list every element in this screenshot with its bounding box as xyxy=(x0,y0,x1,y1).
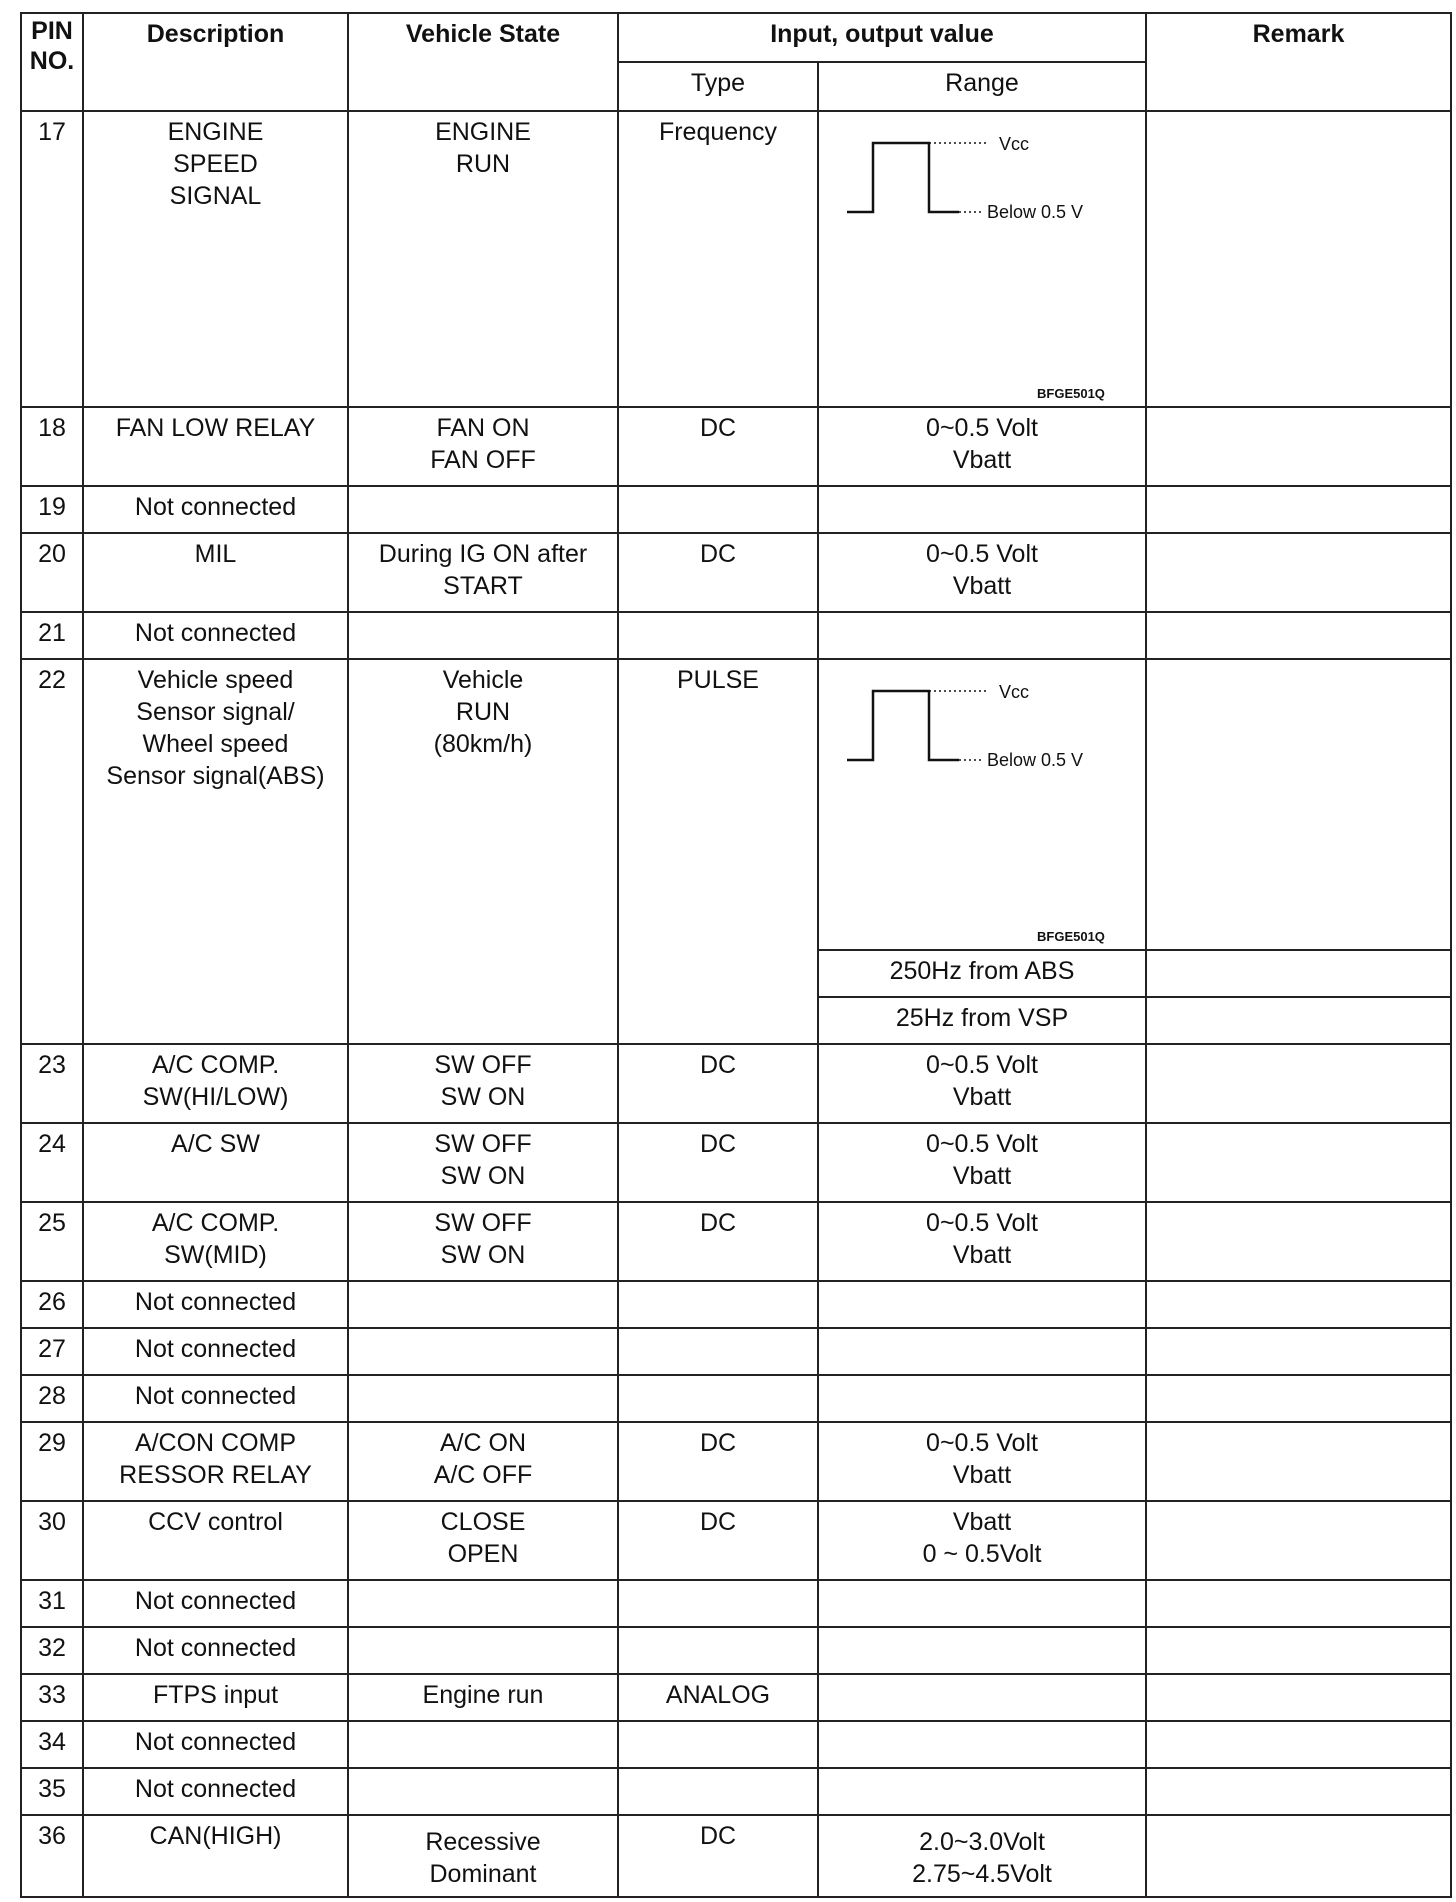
remark xyxy=(1146,111,1451,407)
vehicle-state: Engine run xyxy=(348,1674,618,1721)
pin-number: 18 xyxy=(21,407,83,486)
figure-code: BFGE501Q xyxy=(1037,929,1105,944)
signal-type xyxy=(618,612,818,659)
pin-number: 29 xyxy=(21,1422,83,1501)
vehicle-state xyxy=(348,1328,618,1375)
remark xyxy=(1146,1281,1451,1328)
pulse-waveform-cell xyxy=(818,659,1146,950)
signal-type: DC xyxy=(618,1202,818,1281)
signal-type: ANALOG xyxy=(618,1674,818,1721)
header-row xyxy=(21,13,1451,62)
pin-number: 19 xyxy=(21,486,83,533)
vcc-label: Vcc xyxy=(999,682,1030,702)
header-remark: Remark xyxy=(1146,13,1451,111)
signal-type xyxy=(618,1580,818,1627)
value-range xyxy=(818,1674,1146,1721)
vehicle-state: A/C ON A/C OFF xyxy=(348,1422,618,1501)
pin-description: Vehicle speed Sensor signal/ Wheel speed Sensor signal(ABS) xyxy=(83,659,348,1044)
vehicle-state xyxy=(348,1580,618,1627)
pin-number: 36 xyxy=(21,1815,83,1897)
signal-type xyxy=(618,1328,818,1375)
vehicle-state: SW OFF SW ON xyxy=(348,1202,618,1281)
pin-number: 17 xyxy=(21,111,83,407)
value-range xyxy=(818,1328,1146,1375)
vehicle-state xyxy=(348,1721,618,1768)
signal-type: DC xyxy=(618,1501,818,1580)
signal-type xyxy=(618,1627,818,1674)
vehicle-state xyxy=(348,1375,618,1422)
value-range-abs: 250Hz from ABS xyxy=(818,950,1146,997)
pin-description: A/C SW xyxy=(83,1123,348,1202)
table-row xyxy=(21,1768,1451,1815)
remark xyxy=(1146,486,1451,533)
value-range: 0~0.5 Volt Vbatt xyxy=(818,533,1146,612)
pin-number: 27 xyxy=(21,1328,83,1375)
pin-number: 20 xyxy=(21,533,83,612)
table-row xyxy=(21,1815,1451,1897)
remark xyxy=(1146,1721,1451,1768)
value-range: 0~0.5 Volt Vbatt xyxy=(818,1123,1146,1202)
remark xyxy=(1146,1674,1451,1721)
value-range: 0~0.5 Volt Vbatt xyxy=(818,1044,1146,1123)
signal-type: DC xyxy=(618,1123,818,1202)
pin-table-sheet xyxy=(20,12,1450,1898)
value-range xyxy=(818,1768,1146,1815)
vehicle-state: FAN ON FAN OFF xyxy=(348,407,618,486)
vehicle-state: CLOSE OPEN xyxy=(348,1501,618,1580)
table-row xyxy=(21,1375,1451,1422)
signal-type xyxy=(618,1721,818,1768)
value-range-vsp: 25Hz from VSP xyxy=(818,997,1146,1044)
vehicle-state: SW OFF SW ON xyxy=(348,1123,618,1202)
pulse-waveform-diagram xyxy=(819,112,1145,406)
vehicle-state xyxy=(348,1768,618,1815)
pin-description: Not connected xyxy=(83,486,348,533)
value-range xyxy=(818,486,1146,533)
vehicle-state: Vehicle RUN (80km/h) xyxy=(348,659,618,1044)
vehicle-state xyxy=(348,1627,618,1674)
pin-description: Not connected xyxy=(83,1580,348,1627)
header-pin-no: PIN NO. xyxy=(21,13,83,111)
header-type: Type xyxy=(618,62,818,111)
table-row xyxy=(21,1328,1451,1375)
pin-description: Not connected xyxy=(83,1328,348,1375)
table-row xyxy=(21,1674,1451,1721)
remark xyxy=(1146,1375,1451,1422)
signal-type xyxy=(618,1281,818,1328)
pin-number: 26 xyxy=(21,1281,83,1328)
pin-number: 35 xyxy=(21,1768,83,1815)
pin-description: A/CON COMP RESSOR RELAY xyxy=(83,1422,348,1501)
vehicle-state: ENGINE RUN xyxy=(348,111,618,407)
signal-type xyxy=(618,1768,818,1815)
table-row xyxy=(21,407,1451,486)
remark xyxy=(1146,1044,1451,1123)
signal-type xyxy=(618,1375,818,1422)
pin-number: 31 xyxy=(21,1580,83,1627)
pin-number: 30 xyxy=(21,1501,83,1580)
vehicle-state: Recessive Dominant xyxy=(348,1815,618,1897)
table-row xyxy=(21,659,1451,950)
value-range: 0~0.5 Volt Vbatt xyxy=(818,1202,1146,1281)
header-vehicle-state: Vehicle State xyxy=(348,13,618,111)
pin-description: Not connected xyxy=(83,1281,348,1328)
pin-description: FTPS input xyxy=(83,1674,348,1721)
vehicle-state xyxy=(348,486,618,533)
signal-type: DC xyxy=(618,407,818,486)
low-level-label: Below 0.5 V xyxy=(987,202,1084,222)
signal-type: DC xyxy=(618,1422,818,1501)
pin-io-table xyxy=(20,12,1452,1898)
remark xyxy=(1146,1815,1451,1897)
header-range: Range xyxy=(818,62,1146,111)
value-range xyxy=(818,1375,1146,1422)
pin-description: A/C COMP. SW(MID) xyxy=(83,1202,348,1281)
value-range xyxy=(818,1627,1146,1674)
pin-description: Not connected xyxy=(83,612,348,659)
pin-description: Not connected xyxy=(83,1768,348,1815)
value-range: 0~0.5 Volt Vbatt xyxy=(818,1422,1146,1501)
remark xyxy=(1146,407,1451,486)
pin-number: 34 xyxy=(21,1721,83,1768)
remark xyxy=(1146,1123,1451,1202)
remark xyxy=(1146,997,1451,1044)
value-range: Vbatt 0 ~ 0.5Volt xyxy=(818,1501,1146,1580)
pin-description: FAN LOW RELAY xyxy=(83,407,348,486)
signal-type xyxy=(618,486,818,533)
table-row xyxy=(21,1202,1451,1281)
signal-type: DC xyxy=(618,533,818,612)
header-description: Description xyxy=(83,13,348,111)
table-row xyxy=(21,1044,1451,1123)
pulse-line xyxy=(847,691,959,760)
remark xyxy=(1146,1202,1451,1281)
signal-type: Frequency xyxy=(618,111,818,407)
table-row xyxy=(21,533,1451,612)
pin-number: 23 xyxy=(21,1044,83,1123)
pin-number: 32 xyxy=(21,1627,83,1674)
table-row xyxy=(21,111,1451,407)
figure-code: BFGE501Q xyxy=(1037,386,1105,401)
vehicle-state: During IG ON after START xyxy=(348,533,618,612)
pin-number: 25 xyxy=(21,1202,83,1281)
vehicle-state: SW OFF SW ON xyxy=(348,1044,618,1123)
pin-number: 28 xyxy=(21,1375,83,1422)
table-row xyxy=(21,1422,1451,1501)
table-row xyxy=(21,1580,1451,1627)
table-row xyxy=(21,1123,1451,1202)
pin-description: A/C COMP. SW(HI/LOW) xyxy=(83,1044,348,1123)
pin-description: Not connected xyxy=(83,1721,348,1768)
signal-type: DC xyxy=(618,1815,818,1897)
table-row xyxy=(21,612,1451,659)
pin-description: Not connected xyxy=(83,1375,348,1422)
value-range: 0~0.5 Volt Vbatt xyxy=(818,407,1146,486)
remark xyxy=(1146,533,1451,612)
header-io-value: Input, output value xyxy=(618,13,1146,62)
value-range xyxy=(818,612,1146,659)
table-row xyxy=(21,1281,1451,1328)
pulse-waveform-cell xyxy=(818,111,1146,407)
pin-number: 24 xyxy=(21,1123,83,1202)
table-row xyxy=(21,1627,1451,1674)
value-range xyxy=(818,1721,1146,1768)
signal-type: DC xyxy=(618,1044,818,1123)
remark xyxy=(1146,612,1451,659)
vehicle-state xyxy=(348,612,618,659)
pin-description: CAN(HIGH) xyxy=(83,1815,348,1897)
pin-description: ENGINE SPEED SIGNAL xyxy=(83,111,348,407)
remark xyxy=(1146,1627,1451,1674)
table-row xyxy=(21,486,1451,533)
pin-number: 21 xyxy=(21,612,83,659)
table-row xyxy=(21,1501,1451,1580)
vehicle-state xyxy=(348,1281,618,1328)
pin-number: 22 xyxy=(21,659,83,1044)
value-range: 2.0~3.0Volt 2.75~4.5Volt xyxy=(818,1815,1146,1897)
remark xyxy=(1146,1422,1451,1501)
pin-description: CCV control xyxy=(83,1501,348,1580)
pulse-waveform-diagram xyxy=(819,660,1145,949)
pin-description: MIL xyxy=(83,533,348,612)
pin-number: 33 xyxy=(21,1674,83,1721)
pulse-line xyxy=(847,143,959,212)
signal-type: PULSE xyxy=(618,659,818,1044)
value-range xyxy=(818,1580,1146,1627)
vcc-label: Vcc xyxy=(999,134,1030,154)
remark xyxy=(1146,659,1451,950)
low-level-label: Below 0.5 V xyxy=(987,750,1084,770)
remark xyxy=(1146,1501,1451,1580)
value-range xyxy=(818,1281,1146,1328)
remark xyxy=(1146,1580,1451,1627)
remark xyxy=(1146,950,1451,997)
remark xyxy=(1146,1328,1451,1375)
table-row xyxy=(21,1721,1451,1768)
remark xyxy=(1146,1768,1451,1815)
pin-description: Not connected xyxy=(83,1627,348,1674)
